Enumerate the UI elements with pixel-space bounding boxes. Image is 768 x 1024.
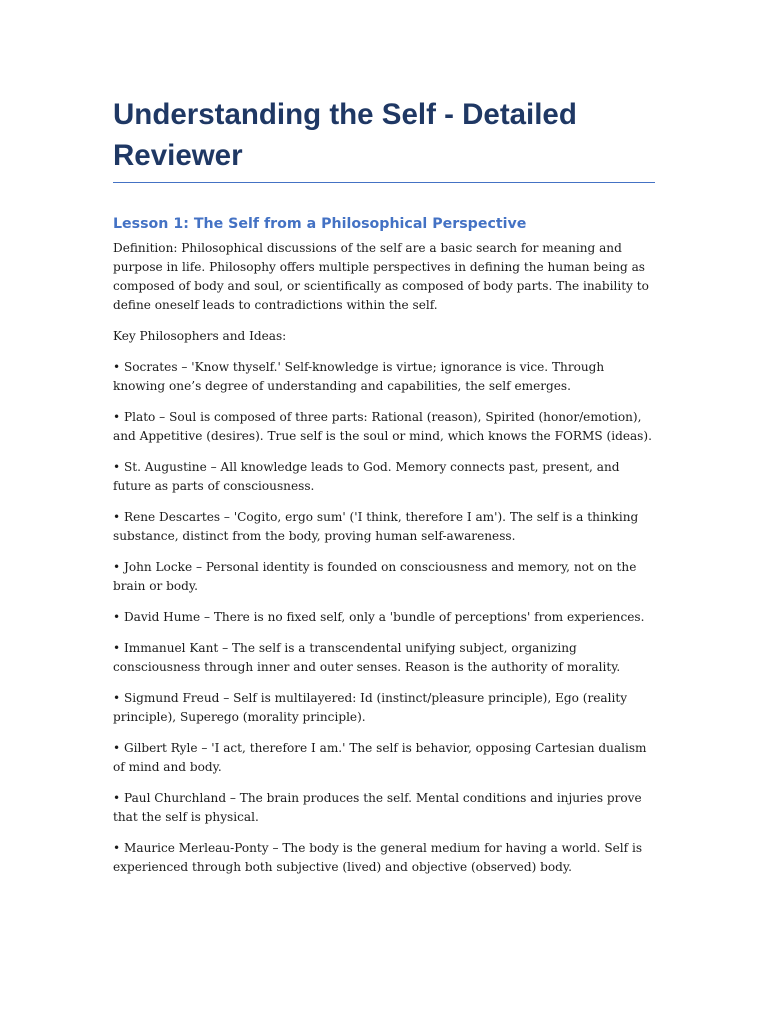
philosopher-locke: • John Locke – Personal identity is founded on consciousness and memory, not on the brain or body. bbox=[113, 560, 637, 593]
philosopher-merleau-ponty: • Maurice Merleau-Ponty – The body is the general medium for having a world. Self is experienced through both subjective (lived) and objective (observed) body. bbox=[113, 841, 643, 874]
document-page bbox=[113, 94, 655, 889]
document-title: Understanding the Self - Detailed Reviewer bbox=[113, 94, 655, 183]
philosopher-kant: • Immanuel Kant – The self is a transcendental unifying subject, organizing consciousness through inner and outer senses. Reason is the authority of morality. bbox=[113, 641, 621, 674]
philosopher-ryle: • Gilbert Ryle – 'I act, therefore I am.' The self is behavior, opposing Cartesian dualism of mind and body. bbox=[113, 741, 647, 774]
key-philosophers-heading: Key Philosophers and Ideas: bbox=[113, 329, 287, 343]
philosopher-augustine: • St. Augustine – All knowledge leads to God. Memory connects past, present, and future as parts of consciousness. bbox=[113, 460, 620, 493]
philosopher-socrates: • Socrates – 'Know thyself.' Self-knowledge is virtue; ignorance is vice. Through knowing one’s degree of understanding and capabilities, the self emerges. bbox=[113, 360, 605, 393]
philosopher-plato: • Plato – Soul is composed of three parts: Rational (reason), Spirited (honor/emotion), and Appetitive (desires). True self is the soul or mind, which knows the FORMS (ideas). bbox=[113, 410, 652, 443]
philosopher-churchland: • Paul Churchland – The brain produces the self. Mental conditions and injuries prove that the self is physical. bbox=[113, 791, 642, 824]
philosopher-descartes: • Rene Descartes – 'Cogito, ergo sum' ('I think, therefore I am'). The self is a thinking substance, distinct from the body, proving human self-awareness. bbox=[113, 510, 639, 543]
lesson-heading: Lesson 1: The Self from a Philosophical Perspective bbox=[113, 216, 527, 232]
philosopher-hume: • David Hume – There is no fixed self, only a 'bundle of perceptions' from experiences. bbox=[113, 610, 645, 624]
definition-paragraph: Definition: Philosophical discussions of the self are a basic search for meaning and purpose in life. Philosophy offers multiple perspectives in defining the human being as composed of body and soul, or scientifically as composed of body parts. The inability to define oneself leads to contradictions within the self. bbox=[113, 241, 649, 312]
philosopher-freud: • Sigmund Freud – Self is multilayered: Id (instinct/pleasure principle), Ego (reality principle), Superego (morality principle). bbox=[113, 691, 628, 724]
